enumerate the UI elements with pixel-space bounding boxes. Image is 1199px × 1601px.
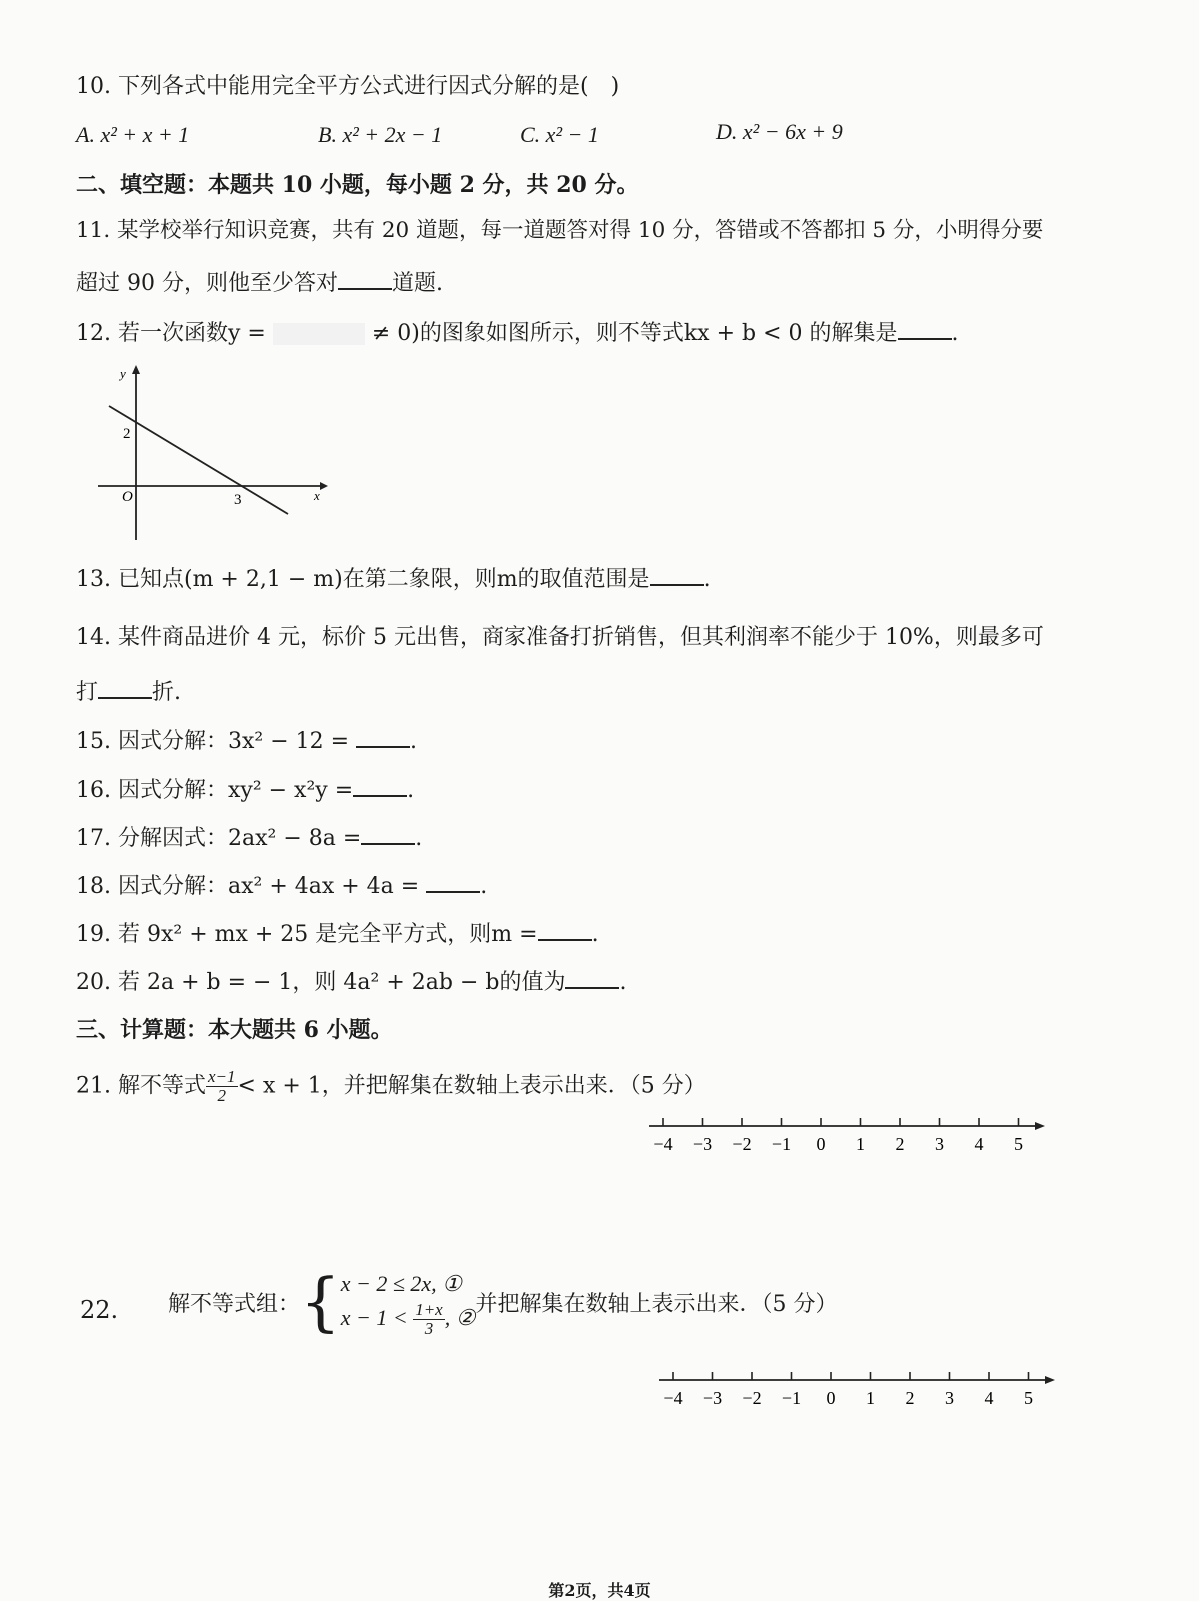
q22-brace: { [300,1265,341,1340]
q22-number-line-tick-label: 4 [984,1388,994,1408]
q21-suffix: < x + 1，并把解集在数轴上表示出来．（5 分） [237,1073,706,1099]
q13-end: . [703,567,711,592]
q15-answer-blank[interactable] [356,726,410,748]
q11-line2-end: 道题. [391,271,443,296]
q21-number-line-tick-label: 2 [895,1134,905,1154]
redacted-region [273,323,365,345]
q22-system [341,1267,476,1338]
q21-number-line-tick-label: 5 [1014,1134,1023,1154]
q21-number-line-tick-label: −3 [692,1134,713,1154]
q14-line2-text: 打 [76,680,99,705]
q17-text: 17. 分解因式：2ax² − 8a = [76,826,362,851]
q21-frac-den: 2 [217,1086,226,1105]
q21-stem [76,1068,706,1105]
q14-line1: 14. 某件商品进价 4 元，标价 5 元出售，商家准备打折销售，但其利润率不能少于 10%，则最多可 [76,625,1044,650]
q14-line2-end: 折. [152,680,182,705]
y-axis-label: y [120,366,126,381]
q16-end: . [407,778,415,803]
q22-prefix: 解不等式组： [168,1292,301,1318]
q21-number-line-tick-label: 4 [974,1134,984,1154]
q19-answer-blank[interactable] [538,919,592,941]
q21-number-line-tick-label: 0 [816,1134,826,1154]
q18-answer-blank[interactable] [426,871,480,893]
q10-option-b: B. x² + 2x − 1 [318,122,443,147]
q21-fraction [206,1068,238,1105]
q10-option-c: C. x² − 1 [520,122,599,147]
section2-heading: 二、填空题：本题共 10 小题，每小题 2 分，共 20 分。 [76,172,639,198]
q20-line [76,967,626,998]
q22-number-line-tick-label: −2 [742,1388,762,1408]
q22-number-line-tick-label: 5 [1024,1388,1033,1408]
q14-answer-blank[interactable] [98,677,152,699]
q13-text: 13. 已知点(m + 2,1 − m)在第二象限，则m的取值范围是 [76,567,650,592]
q21-number-line-tick-label: 3 [935,1134,944,1154]
page-footer: 第2页，共4页 [548,1581,651,1600]
q22-number-line-tick-label: 1 [866,1388,875,1408]
q20-end: . [619,970,627,995]
q22-fraction [413,1301,445,1338]
q17-end: . [415,826,423,851]
q22-number-line-tick-label: −4 [663,1388,683,1408]
q20-answer-blank[interactable] [565,967,619,989]
q22-suffix: 并把解集在数轴上表示出来．（5 分） [475,1292,838,1318]
q15-line [76,726,417,757]
q12-answer-blank[interactable] [898,318,952,340]
q13-answer-blank[interactable] [650,564,704,586]
q19-end: . [591,922,599,947]
q21-frac-num: x−1 [207,1067,236,1086]
q18-text: 18. 因式分解：ax² + 4ax + 4a = [76,874,420,899]
q21-prefix: 21. 解不等式 [76,1073,206,1099]
q17-answer-blank[interactable] [361,823,415,845]
y-intercept-label: 2 [123,426,131,442]
q11-answer-blank[interactable] [338,268,392,290]
q19-line [76,919,599,950]
q18-line [76,871,487,902]
q20-text: 20. 若 2a + b = − 1，则 4a² + 2ab − b的值为 [76,970,566,995]
q22-ineq2-a: x − 1 < [340,1305,408,1330]
q22-ineq1: x − 2 ≤ 2x, ① [340,1271,462,1296]
q10-stem: 10. 下列各式中能用完全平方公式进行因式分解的是( ) [76,74,620,99]
q16-answer-blank[interactable] [353,775,407,797]
q17-line [76,823,422,854]
q10-option-d: D. x² − 6x + 9 [716,119,843,144]
q22-ineq2 [341,1301,476,1338]
q22-stem [168,1267,837,1338]
q21-number-line-tick-label: −1 [771,1134,792,1154]
q21-number-line-tick-label: −4 [653,1134,673,1154]
q22-frac-den: 3 [424,1319,434,1339]
q21-number-line-tick-label: −2 [732,1134,752,1154]
q22-frac-num: 1+x [415,1300,443,1320]
q12-stem [76,318,959,349]
q15-end: . [410,729,418,754]
q22-number-line-arrow [1045,1376,1055,1384]
q18-end: . [480,874,488,899]
q19-text: 19. 若 9x² + mx + 25 是完全平方式，则m = [76,922,538,947]
q12-text-c: . [951,321,959,346]
q16-text: 16. 因式分解：xy² − x²y = [76,778,354,803]
q21-number-line-arrow [1035,1122,1045,1130]
x-axis-label: x [314,488,320,503]
q12-text-a: 12. 若一次函数y = [76,321,266,346]
q21-number-line [645,1108,1055,1168]
x-axis-arrow [320,482,328,490]
q22-ineq2-b: , ② [444,1305,476,1330]
origin-label: O [122,489,133,505]
q13-line [76,564,711,595]
q11-line2 [76,268,443,299]
q12-text-b: ≠ 0)的图象如图所示，则不等式kx + b < 0 的解集是 [371,321,898,346]
q11-line1: 11. 某学校举行知识竞赛，共有 20 道题，每一道题答对得 10 分，答错或不答都扣 5 分，小明得分要 [76,218,1044,243]
q16-line [76,775,414,806]
x-intercept-label: 3 [234,492,242,508]
q11-line2-text: 超过 90 分，则他至少答对 [76,271,338,296]
q15-text: 15. 因式分解：3x² − 12 = [76,729,350,754]
q22-number-line-tick-label: −1 [781,1388,802,1408]
q22-number-line-tick-label: 2 [905,1388,915,1408]
q22-number-line-tick-label: −3 [702,1388,723,1408]
q21-number-line-tick-label: 1 [856,1134,865,1154]
q22-number-line-tick-label: 0 [826,1388,836,1408]
section3-heading: 三、计算题：本大题共 6 小题。 [76,1017,393,1043]
q12-graph [92,362,342,547]
q14-line2 [76,677,181,708]
q22-number-line-tick-label: 3 [945,1388,954,1408]
q10-option-a: A. x² + x + 1 [76,122,190,147]
q22-number: 22. [80,1296,119,1324]
y-axis-arrow [132,365,140,374]
q22-number-line [655,1362,1065,1422]
